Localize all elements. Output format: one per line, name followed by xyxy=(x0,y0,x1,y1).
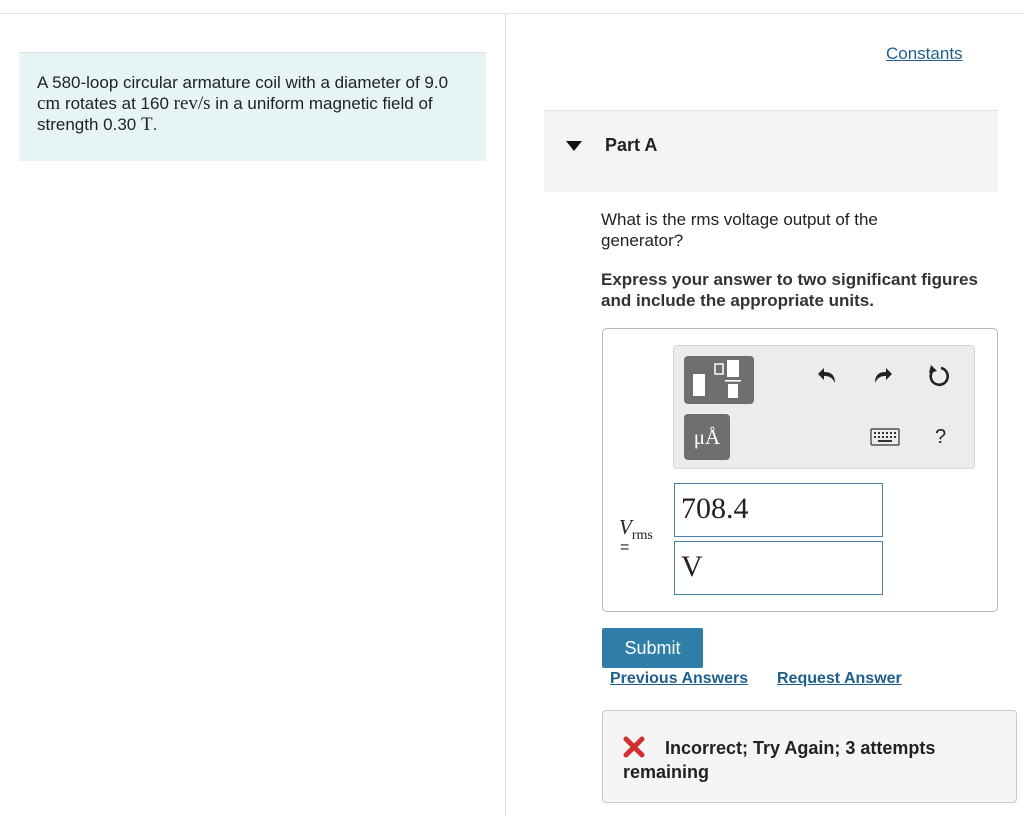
feedback-message: Incorrect; Try Again; 3 attempts remaining xyxy=(623,738,936,782)
problem-text-3: in a uniform magnetic field of strength 0.30 xyxy=(37,94,433,134)
templates-icon xyxy=(684,356,754,404)
redo-icon[interactable] xyxy=(872,365,894,390)
variable-label xyxy=(619,515,653,543)
help-icon[interactable]: ? xyxy=(935,426,947,448)
answer-value-input[interactable]: 708.4 xyxy=(674,483,883,537)
request-answer-link[interactable]: Request Answer xyxy=(777,670,902,687)
top-divider xyxy=(0,13,1024,14)
units-button[interactable]: μÅ xyxy=(684,414,730,460)
question-instruction: Express your answer to two significant figures and include the appropriate units. xyxy=(601,270,978,310)
unit-tesla: T xyxy=(140,114,153,135)
unit-cm: cm xyxy=(37,93,61,114)
problem-text-1: A 580-loop circular armature coil with a diameter of 9.0 xyxy=(37,73,449,92)
submit-button[interactable]: Submit xyxy=(602,628,703,668)
question-prompt: What is the rms voltage output of the generator? xyxy=(601,210,878,250)
previous-answers-link[interactable]: Previous Answers xyxy=(610,670,749,687)
constants-link[interactable]: Constants xyxy=(886,44,963,63)
answer-unit-input[interactable]: V xyxy=(674,541,883,595)
math-toolbar xyxy=(673,345,975,469)
collapse-triangle-icon[interactable] xyxy=(566,141,582,151)
variable-symbol: V xyxy=(619,515,632,539)
feedback-box xyxy=(602,710,1017,803)
reset-icon[interactable] xyxy=(926,363,952,394)
variable-subscript: rms xyxy=(631,528,653,543)
equals-sign: = xyxy=(620,539,630,556)
column-divider xyxy=(505,14,506,816)
part-title: Part A xyxy=(605,135,658,155)
unit-revs: rev/s xyxy=(173,93,211,114)
part-header[interactable] xyxy=(544,110,998,192)
problem-text-4: . xyxy=(152,115,158,134)
undo-icon[interactable] xyxy=(816,365,838,390)
answer-panel xyxy=(602,328,998,612)
problem-text-2: rotates at 160 xyxy=(60,94,174,113)
templates-button[interactable] xyxy=(684,356,754,404)
keyboard-icon[interactable] xyxy=(870,428,900,451)
problem-statement xyxy=(19,52,486,161)
